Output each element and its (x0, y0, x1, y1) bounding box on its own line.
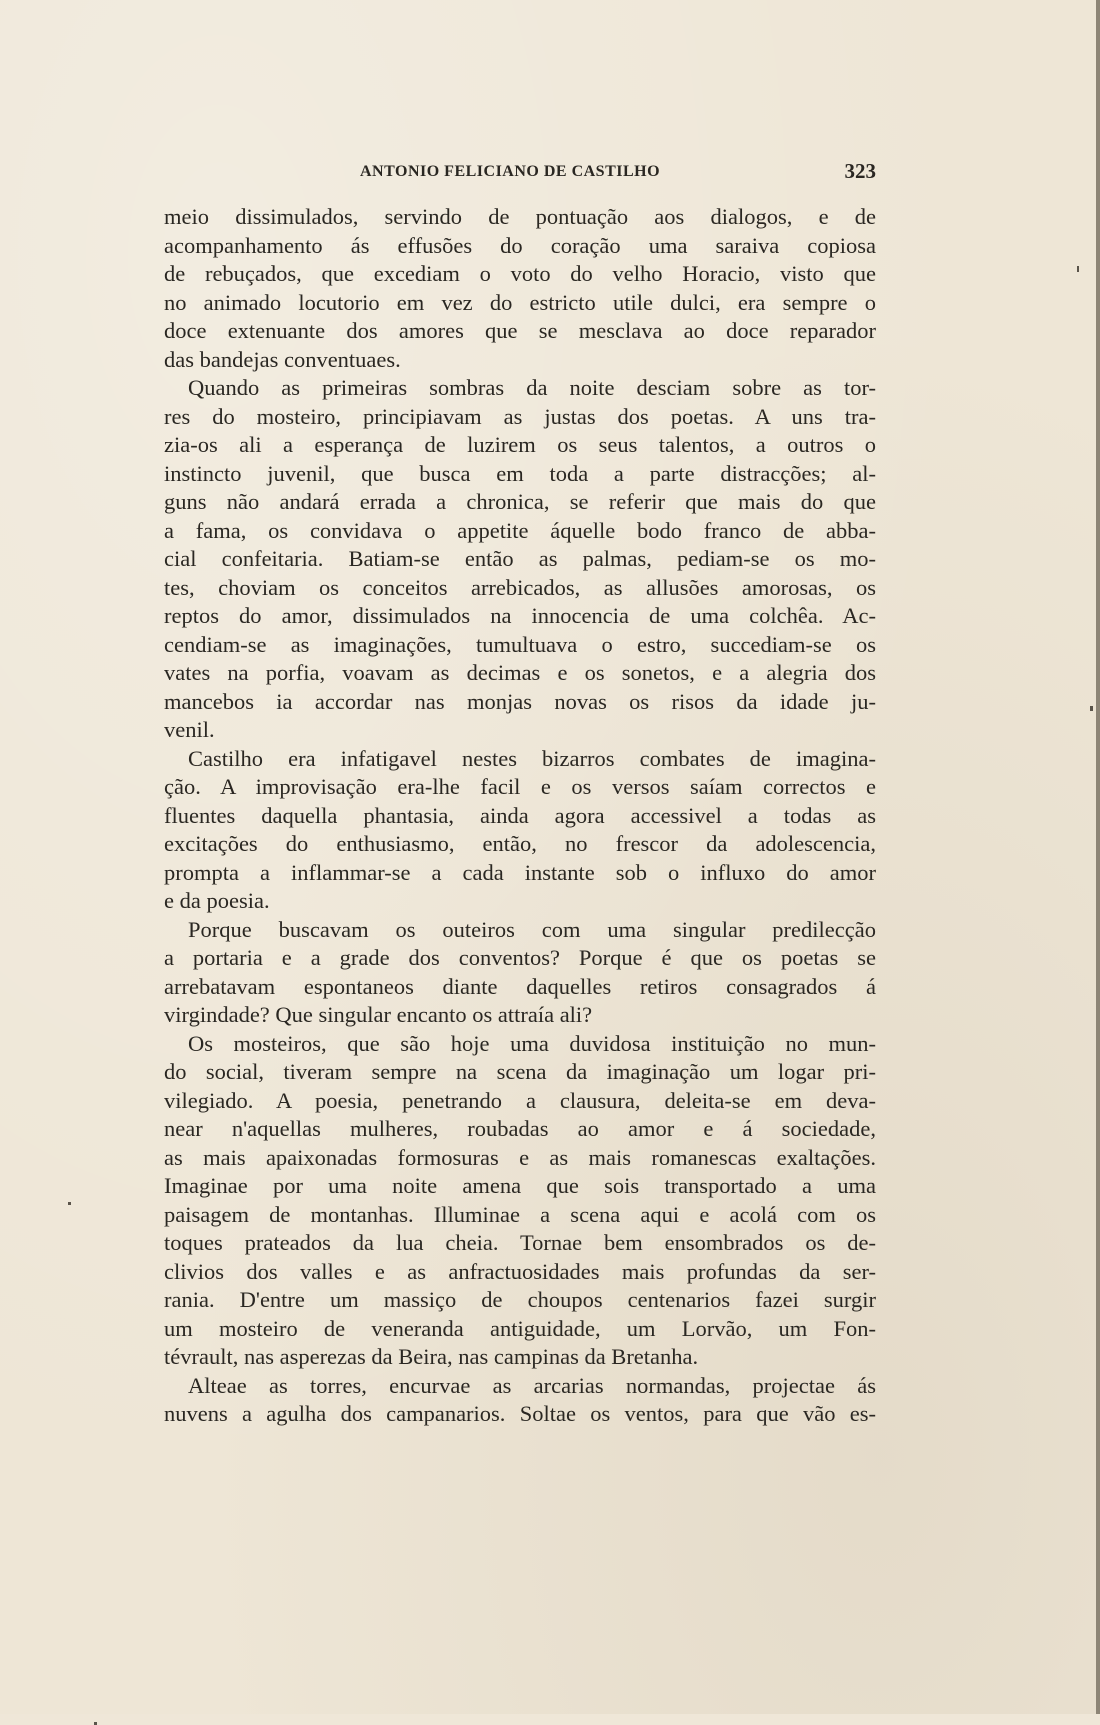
text-line: instincto juvenil, que busca em toda a parte distracções; al- (164, 460, 876, 486)
text-line: cial confeitaria. Batiam-se então as palmas, pediam-se os mo- (164, 546, 876, 571)
text-line: ção. A improvisação era-lhe facil e os versos saíam correctos e (164, 774, 876, 799)
text-line: arrebatavam espontaneos diante daquelles retiros consagrados á (164, 973, 876, 999)
text-line: rania. D'entre um massiço de choupos centenarios fazei surgir (164, 1287, 876, 1312)
text-line: acompanhamento ás effusões do coração uma saraiva copiosa (164, 232, 876, 258)
text-line: venil. (164, 717, 215, 742)
text-line: um mosteiro de veneranda antiguidade, um Lorvão, um Fon- (164, 1315, 876, 1341)
text-line: e da poesia. (164, 888, 270, 913)
text-line: clivios dos valles e as anfractuosidades mais profundas da ser- (164, 1258, 876, 1284)
text-line: a portaria e a grade dos conventos? Porque é que os poetas se (164, 945, 876, 970)
ink-speck (68, 1202, 71, 1205)
page-edge-shadow (1096, 0, 1100, 1714)
text-line: Imaginae por uma noite amena que sois transportado a uma (164, 1173, 876, 1198)
text-line: paisagem de montanhas. Illuminae a scena aqui e acolá com os (164, 1201, 876, 1227)
text-line: nuvens a agulha dos campanarios. Soltae os ventos, para que vão es- (164, 1401, 876, 1426)
text-line: as mais apaixonadas formosuras e as mais romanescas exaltações. (164, 1144, 876, 1170)
text-line: Castilho era infatigavel nestes bizarros combates de imagina- (188, 745, 876, 771)
text-line: no animado locutorio em vez do estricto utile dulci, era sempre o (164, 289, 876, 315)
text-line: Os mosteiros, que são hoje uma duvidosa instituição no mun- (188, 1030, 876, 1056)
text-line: guns não andará errada a chronica, se referir que mais do que (164, 489, 876, 514)
text-line: mancebos ia accordar nas monjas novas os risos da idade ju- (164, 688, 876, 714)
text-line: a fama, os convidava o appetite áquelle bodo franco de abba- (164, 517, 876, 543)
ink-speck (1077, 266, 1079, 272)
text-line: zia-os ali a esperança de luzirem os seus talentos, a outros o (164, 432, 876, 457)
text-line: de rebuçados, que excediam o voto do velho Horacio, visto que (164, 261, 876, 286)
text-line: doce extenuante dos amores que se mesclava ao doce reparador (164, 318, 876, 343)
text-line: tes, choviam os conceitos arrebicados, as allusões amorosas, os (164, 574, 876, 600)
page-number: 323 (844, 159, 876, 183)
text-line: prompta a inflammar-se a cada instante sob o influxo do amor (164, 859, 876, 885)
text-line: excitações do enthusiasmo, então, no frescor da adolescencia, (164, 831, 876, 856)
text-line: do social, tiveram sempre na scena da imaginação um logar pri- (164, 1059, 876, 1084)
text-line: vilegiado. A poesia, penetrando a clausura, deleita-se em deva- (164, 1087, 876, 1113)
text-line: res do mosteiro, principiavam as justas dos poetas. A uns tra- (164, 403, 876, 429)
text-line: tévrault, nas asperezas da Beira, nas campinas da Bretanha. (164, 1344, 699, 1369)
text-line: reptos do amor, dissimulados na innocencia de uma colchêa. Ac- (164, 603, 876, 628)
body-text (164, 203, 876, 1429)
text-line: near n'aquellas mulheres, roubadas ao amor e á sociedade, (164, 1116, 876, 1141)
text-line: Porque buscavam os outeiros com uma singular predilecção (188, 916, 876, 942)
text-line: Quando as primeiras sombras da noite desciam sobre as tor- (188, 375, 876, 400)
text-line: Alteae as torres, encurvae as arcarias normandas, projectae ás (188, 1372, 876, 1398)
running-title: ANTONIO FELICIANO DE CASTILHO (360, 163, 661, 180)
ink-speck (1090, 706, 1093, 711)
text-line: vates na porfia, voavam as decimas e os sonetos, e a alegria dos (164, 660, 876, 685)
running-header (164, 159, 876, 187)
text-line: fluentes daquella phantasia, ainda agora accessivel a todas as (164, 802, 876, 828)
text-line: virgindade? Que singular encanto os attraía ali? (164, 1002, 593, 1027)
text-line: toques prateados da lua cheia. Tornae bem ensombrados os de- (164, 1230, 876, 1255)
text-line: meio dissimulados, servindo de pontuação aos dialogos, e de (164, 204, 876, 229)
text-line: das bandejas conventuaes. (164, 346, 401, 372)
text-line: cendiam-se as imaginações, tumultuava o estro, succediam-se os (164, 631, 876, 657)
